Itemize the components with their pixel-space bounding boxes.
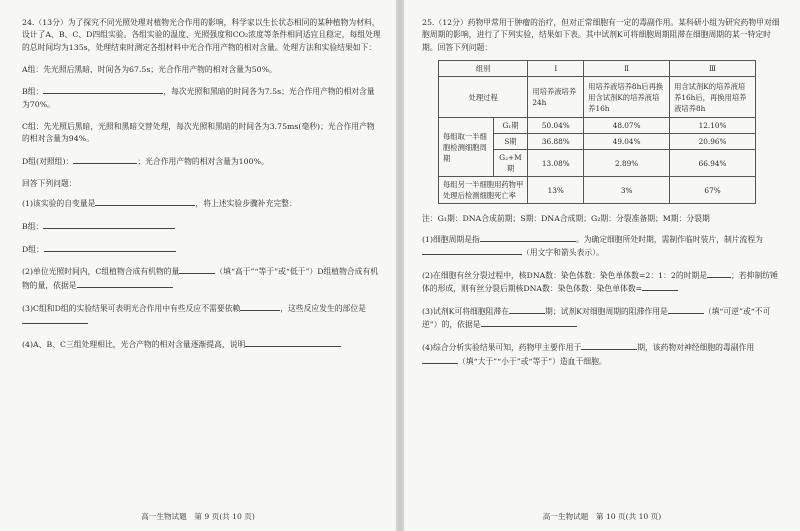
- q24-sub3-text: (3)C组和D组的实验结果可表明光合作用中有些反应不需要依赖: [22, 303, 241, 313]
- q24-group-d: [22, 155, 382, 168]
- q25-sub4: [422, 341, 782, 368]
- q24-sub2: [22, 265, 382, 292]
- answer-blank[interactable]: [44, 243, 176, 252]
- table-cell: 36.88%: [528, 134, 584, 150]
- q25-sub4-mid2: （填“大于”“小于”或“等于”）造血干细胞。: [458, 356, 607, 366]
- book-gutter: [396, 0, 404, 531]
- phase-label: G₁期: [493, 118, 528, 134]
- table-cell: 48.07%: [584, 118, 670, 134]
- q24-group-b-text: ，每次光照和黑暗的时间各为7.5s；光合作用产物的相对含量为70%。: [22, 87, 375, 109]
- question-25: [422, 17, 782, 377]
- answer-blank[interactable]: [481, 318, 577, 327]
- phase-label: S期: [493, 134, 528, 150]
- table-cell: 12.10%: [670, 118, 756, 134]
- q24-intro: 24.（13分）为了探究不同光照处理对植物光合作用的影响，科学家以生长状态相同的某种植物为材料，设计了A、B、C、D四组实验。各组实验的温度、光照强度和CO₂浓度等条件相同适宜且稳定，每组处理的总时间均为135s，处理结束时测定各组材料中光合作用产物的相对含量。处理方法和实验结果如下：: [22, 18, 381, 52]
- q24-sub3-mid: ，这些反应发生的部位是: [280, 303, 366, 313]
- q24-group-c: C组：先光照后黑暗，光照和黑暗交替处理，每次光照和黑暗的时间各为3.75ms(毫秒)；光合作用产物的相对含量为94%。: [22, 121, 375, 144]
- q24-answer-prompt: 回答下列问题：: [22, 178, 77, 188]
- answer-blank[interactable]: [642, 282, 678, 291]
- table-row: [439, 118, 756, 134]
- answer-blank[interactable]: [422, 355, 458, 364]
- q25-sub1-end: （用文字和箭头表示）。: [522, 248, 604, 258]
- table-cell: 用培养液培养24h: [528, 77, 584, 118]
- answer-blank[interactable]: [707, 269, 731, 278]
- q24-group-d-text: ；光合作用产物的相对含量为100%。: [137, 156, 269, 166]
- question-24: [22, 17, 382, 361]
- q25-intro: 25.（12分）药物甲常用于肿瘤的治疗，但对正常细胞有一定的毒副作用。某科研小组为研究药物甲对细胞周期的影响，进行了下列实验，结果如下表。其中试剂K可将细胞周期阻滞在细胞周期的某一特定时期。回答下列问题：: [422, 18, 780, 52]
- table-header-cell: Ⅱ: [584, 61, 670, 77]
- table-row: [439, 177, 756, 204]
- table-cell: 3%: [584, 177, 670, 204]
- q25-sub2-b: ；若抑制纺锤体的形成，则有丝分裂后期核DNA数：染色体数：染色单体数=: [422, 270, 778, 294]
- q25-sub1-text: (1)细胞周期是指: [422, 234, 480, 244]
- table-header-cell: 组别: [439, 61, 528, 77]
- table-cell: 20.96%: [670, 134, 756, 150]
- answer-blank[interactable]: [43, 85, 163, 94]
- q24-group-b-label: B组：: [22, 87, 44, 97]
- answer-blank[interactable]: [509, 305, 545, 314]
- q24-group-b: [22, 85, 382, 111]
- page-footer: 高一生物试题 第 10 页(共 10 页): [542, 512, 662, 521]
- table-cell: 13%: [528, 177, 584, 204]
- q24-sub1-post: ，将上述实验步骤补充完整：: [195, 199, 297, 209]
- page-footer: 高一生物试题 第 9 页(共 10 页): [141, 512, 255, 521]
- answer-blank[interactable]: [77, 279, 173, 288]
- q24-b-label: B组：: [22, 221, 44, 231]
- process-label: 处理过程: [439, 77, 528, 118]
- answer-blank[interactable]: [73, 155, 137, 164]
- q24-sub2-mid: （填“高于”“等于”或“低于”）D组植物合成有机物的量，依据是: [22, 267, 379, 290]
- phase-label: G₂+M期: [493, 150, 528, 177]
- q24-group-a: A组：先光照后黑暗，时间各为67.5s；光合作用产物的相对含量为50%。: [22, 64, 277, 74]
- answer-blank[interactable]: [422, 246, 522, 255]
- q24-d-label: D组：: [22, 244, 44, 254]
- q24-b-line: [22, 220, 382, 233]
- q25-sub2: [422, 269, 782, 296]
- q24-sub3: [22, 302, 382, 329]
- death-label: 每组另一半细胞用药物甲处理后检测细胞死亡率: [439, 177, 528, 204]
- q25-sub3-text: (3)试剂K可将细胞阻滞在: [422, 307, 510, 317]
- row-group-label: 每组取一半细胞检测细胞周期: [439, 118, 494, 177]
- cell-cycle-table: [438, 60, 756, 204]
- page-10: [404, 0, 800, 531]
- q24-sub4-text: (4)A、B、C三组处理相比，光合产物的相对含量逐渐提高，说明: [22, 339, 246, 349]
- q24-sub2-text: (2)单位光照时间内，C组植物合成有机物的量: [22, 267, 180, 277]
- q25-sub1-post: 。为确定细胞所处时期，需制作临时装片，制片流程为: [575, 234, 763, 244]
- q25-sub3-mid2: （填“可逆”或“不可逆”）的，依据是: [422, 307, 771, 330]
- table-cell: 50.04%: [528, 118, 584, 134]
- answer-blank[interactable]: [581, 341, 637, 350]
- q25-sub3: [422, 305, 782, 332]
- table-cell: 67%: [670, 177, 756, 204]
- page-9: [0, 0, 396, 531]
- q25-sub3-mid: 期；试剂K对细胞周期的阻滞作用是: [545, 307, 668, 317]
- answer-blank[interactable]: [179, 265, 215, 274]
- table-cell: 用含试剂K的培养液培养16h后，再换用培养液培养8h: [670, 77, 756, 118]
- answer-blank[interactable]: [245, 338, 341, 347]
- q24-sub1-text: (1)该实验的自变量是: [22, 199, 96, 209]
- q25-sub2-text: (2)在细胞有丝分裂过程中，核DNA数：染色体数：染色单体数=2：1：2的时期是: [422, 270, 708, 280]
- answer-blank[interactable]: [480, 233, 576, 242]
- table-cell: 66.94%: [670, 150, 756, 177]
- table-row: [439, 77, 756, 118]
- answer-blank[interactable]: [668, 305, 704, 314]
- answer-blank[interactable]: [240, 302, 280, 311]
- table-cell: 49.04%: [584, 134, 670, 150]
- q24-sub4: [22, 338, 382, 351]
- table-header-cell: Ⅰ: [528, 61, 584, 77]
- table-header-row: [439, 61, 756, 77]
- q25-sub4-mid: 期，该药物对神经细胞的毒副作用: [637, 343, 755, 353]
- table-cell: 13.08%: [528, 150, 584, 177]
- answer-blank[interactable]: [22, 315, 88, 324]
- q24-sub1: [22, 197, 382, 210]
- table-cell: 用培养液培养8h后再换用含试剂K的培养液培养16h: [584, 77, 670, 118]
- q24-d-line: [22, 243, 382, 256]
- table-header-cell: Ⅲ: [670, 61, 756, 77]
- table-cell: 2.89%: [584, 150, 670, 177]
- q25-sub4-text: (4)综合分析实验结果可知，药物甲主要作用于: [422, 343, 582, 353]
- answer-blank[interactable]: [95, 197, 195, 206]
- q24-group-d-label: D组(对照组)：: [22, 156, 74, 166]
- q25-sub1: [422, 233, 782, 260]
- answer-blank[interactable]: [43, 220, 175, 229]
- q25-note: 注：G₁期：DNA合成前期；S期：DNA合成期；G₂期：分裂准备期；M期：分裂期: [422, 214, 710, 224]
